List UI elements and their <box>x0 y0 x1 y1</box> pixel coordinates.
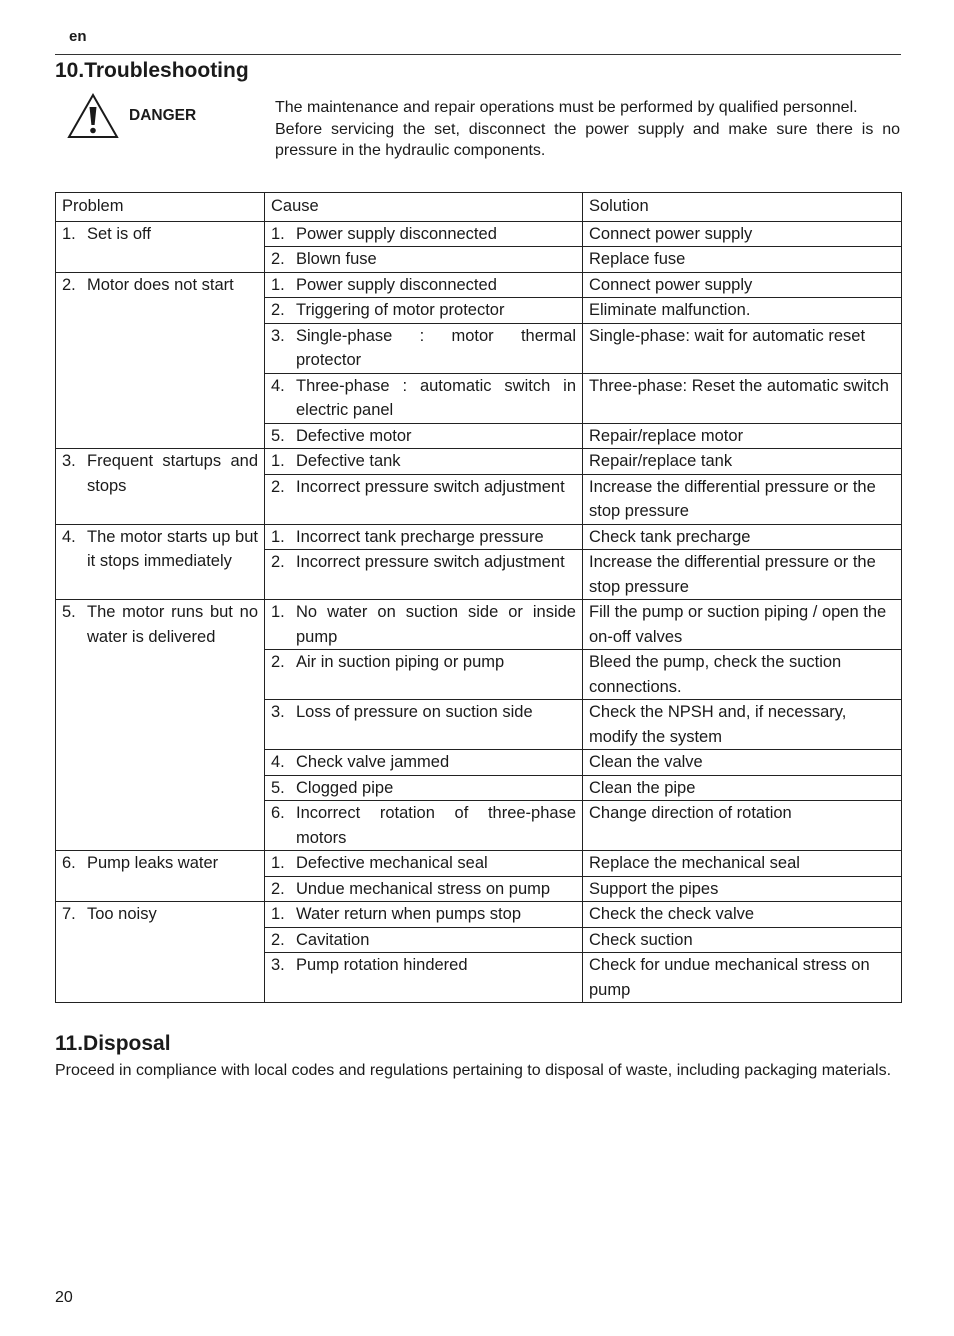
cause-item <box>271 525 576 550</box>
cause-item-number: 6. <box>271 804 285 822</box>
cause-cell <box>265 550 583 600</box>
problem-cell <box>56 449 265 525</box>
problem-cell <box>56 272 265 449</box>
danger-notice <box>275 97 900 162</box>
page-number: 20 <box>55 1289 73 1306</box>
cause-item <box>271 475 576 500</box>
problem-item <box>62 222 258 247</box>
solution-cell: Repair/replace motor <box>583 423 902 449</box>
cause-item-text: Pump rotation hindered <box>296 956 468 974</box>
cause-item-number: 1. <box>271 275 285 294</box>
problem-item <box>62 449 258 498</box>
cause-item <box>271 953 576 978</box>
cause-item-number: 2. <box>271 553 285 571</box>
cause-item-text: Defective mechanical seal <box>296 854 488 872</box>
table-row <box>56 600 902 650</box>
column-header-problem: Problem <box>56 193 265 222</box>
problem-item <box>62 525 258 574</box>
table-row <box>56 851 902 877</box>
cause-item <box>271 273 576 298</box>
problem-item-number: 2. <box>62 275 76 294</box>
disposal-heading: 11.Disposal <box>55 1032 171 1055</box>
problem-item-text: Set is off <box>87 224 151 243</box>
problem-item <box>62 902 258 927</box>
problem-cell <box>56 902 265 1003</box>
cause-item-number: 1. <box>271 527 285 546</box>
cause-cell <box>265 298 583 324</box>
cause-item <box>271 877 576 902</box>
troubleshooting-table-body <box>56 221 902 1003</box>
problem-item-text: Motor does not start <box>87 275 234 294</box>
cause-cell <box>265 524 583 550</box>
cause-cell <box>265 272 583 298</box>
problem-item <box>62 851 258 876</box>
cause-item-number: 1. <box>271 603 285 621</box>
cause-item-text: Clogged pipe <box>296 778 394 797</box>
cause-item <box>271 776 576 801</box>
cause-cell <box>265 927 583 953</box>
cause-item-number: 4. <box>271 753 285 771</box>
cause-item-text: Incorrect pressure switch adjustment <box>296 477 565 496</box>
cause-item <box>271 700 576 725</box>
cause-item-text: Defective motor <box>296 426 412 445</box>
solution-cell: Increase the differential pressure or the stop pressure <box>583 550 902 600</box>
cause-item-text: Loss of pressure on suction side <box>296 703 533 721</box>
solution-cell: Connect power supply <box>583 221 902 247</box>
cause-item <box>271 374 576 423</box>
problem-item-number: 4. <box>62 527 76 546</box>
solution-cell: Increase the differential pressure or the stop pressure <box>583 474 902 524</box>
problem-item-number: 6. <box>62 854 76 872</box>
cause-item-number: 2. <box>271 250 285 268</box>
cause-item <box>271 298 576 323</box>
cause-cell <box>265 953 583 1003</box>
cause-item-text: Incorrect rotation of three-phase motors <box>296 804 576 847</box>
cause-item <box>271 449 576 474</box>
cause-cell <box>265 902 583 928</box>
solution-cell: Check for undue mechanical stress on pump <box>583 953 902 1003</box>
table-row <box>56 449 902 475</box>
troubleshooting-heading: 10.Troubleshooting <box>55 59 249 82</box>
cause-cell <box>265 700 583 750</box>
danger-label: DANGER <box>129 107 197 124</box>
cause-item <box>271 424 576 449</box>
cause-item-number: 2. <box>271 301 285 319</box>
cause-item <box>271 222 576 247</box>
cause-item <box>271 247 576 272</box>
disposal-text: Proceed in compliance with local codes and regulations pertaining to disposal of waste, including packaging materials. <box>55 1062 892 1079</box>
cause-item <box>271 902 576 927</box>
solution-cell: Check the check valve <box>583 902 902 928</box>
solution-cell: Connect power supply <box>583 272 902 298</box>
table-header-row <box>56 193 902 222</box>
solution-cell: Three-phase: Reset the automatic switch <box>583 373 902 423</box>
solution-cell: Clean the valve <box>583 750 902 776</box>
cause-item-number: 2. <box>271 930 285 949</box>
cause-cell <box>265 221 583 247</box>
cause-item-text: Triggering of motor protector <box>296 301 505 319</box>
cause-item-text: Air in suction piping or pump <box>296 653 505 671</box>
cause-cell <box>265 474 583 524</box>
cause-item <box>271 851 576 876</box>
cause-item-text: Blown fuse <box>296 250 377 268</box>
cause-item-number: 5. <box>271 426 285 445</box>
problem-cell <box>56 600 265 851</box>
problem-item-text: Frequent startups and stops <box>87 452 258 495</box>
solution-cell: Check the NPSH and, if necessary, modify the system <box>583 700 902 750</box>
cause-item-number: 2. <box>271 879 285 898</box>
cause-item <box>271 928 576 953</box>
cause-item <box>271 801 576 850</box>
cause-cell <box>265 650 583 700</box>
danger-text-qualified: The maintenance and repair operations must be performed by qualified personnel. <box>275 99 858 116</box>
problem-item-text: The motor starts up but it stops immediately <box>87 527 258 570</box>
cause-item-text: Incorrect tank precharge pressure <box>296 527 544 546</box>
cause-item <box>271 324 576 373</box>
cause-cell <box>265 323 583 373</box>
problem-item-text: Pump leaks water <box>87 854 219 872</box>
cause-item-number: 4. <box>271 376 285 395</box>
solution-cell: Bleed the pump, check the suction connections. <box>583 650 902 700</box>
problem-item <box>62 273 258 298</box>
cause-item-number: 1. <box>271 452 285 470</box>
troubleshooting-table <box>55 192 902 1003</box>
problem-cell <box>56 851 265 902</box>
cause-cell <box>265 247 583 273</box>
cause-item-text: Undue mechanical stress on pump <box>296 879 551 898</box>
cause-item-number: 1. <box>271 224 285 243</box>
cause-item-number: 2. <box>271 653 285 671</box>
cause-item-text: Water return when pumps stop <box>296 905 521 923</box>
cause-item-text: Cavitation <box>296 930 370 949</box>
table-row <box>56 902 902 928</box>
cause-cell <box>265 851 583 877</box>
cause-item-number: 2. <box>271 477 285 496</box>
cause-item-text: Incorrect pressure switch adjustment <box>296 553 565 571</box>
table-row <box>56 221 902 247</box>
table-row <box>56 524 902 550</box>
cause-item-text: Check valve jammed <box>296 753 450 771</box>
cause-item <box>271 600 576 649</box>
cause-cell <box>265 775 583 801</box>
language-code: en <box>69 28 87 45</box>
problem-item-number: 5. <box>62 603 76 621</box>
column-header-cause: Cause <box>265 193 583 222</box>
cause-item-text: Power supply disconnected <box>296 275 497 294</box>
cause-item-text: Single-phase : motor thermal protector <box>296 326 576 369</box>
cause-cell <box>265 423 583 449</box>
problem-item-number: 7. <box>62 905 76 923</box>
solution-cell: Check tank precharge <box>583 524 902 550</box>
cause-item <box>271 550 576 575</box>
cause-item <box>271 750 576 775</box>
problem-item-number: 1. <box>62 224 76 243</box>
solution-cell: Fill the pump or suction piping / open the on-off valves <box>583 600 902 650</box>
cause-cell <box>265 449 583 475</box>
problem-item <box>62 600 258 649</box>
warning-triangle-icon <box>66 92 120 140</box>
solution-cell: Support the pipes <box>583 876 902 902</box>
cause-item-number: 5. <box>271 778 285 797</box>
header-rule <box>55 54 901 55</box>
cause-cell <box>265 876 583 902</box>
cause-item-number: 3. <box>271 703 285 721</box>
solution-cell: Eliminate malfunction. <box>583 298 902 324</box>
table-row <box>56 272 902 298</box>
solution-cell: Replace fuse <box>583 247 902 273</box>
problem-item-text: The motor runs but no water is delivered <box>87 603 258 646</box>
cause-item-number: 3. <box>271 326 285 345</box>
cause-cell <box>265 600 583 650</box>
solution-cell: Clean the pipe <box>583 775 902 801</box>
cause-item <box>271 650 576 675</box>
cause-item-number: 3. <box>271 956 285 974</box>
solution-cell: Check suction <box>583 927 902 953</box>
cause-cell <box>265 750 583 776</box>
cause-cell <box>265 373 583 423</box>
solution-cell: Repair/replace tank <box>583 449 902 475</box>
solution-cell: Change direction of rotation <box>583 801 902 851</box>
cause-cell <box>265 801 583 851</box>
cause-item-text: No water on suction side or inside pump <box>296 603 576 646</box>
cause-item-number: 1. <box>271 905 285 923</box>
problem-cell <box>56 221 265 272</box>
cause-item-text: Defective tank <box>296 452 401 470</box>
problem-item-text: Too noisy <box>87 905 157 923</box>
solution-cell: Replace the mechanical seal <box>583 851 902 877</box>
problem-item-number: 3. <box>62 452 76 470</box>
cause-item-text: Three-phase : automatic switch in electric panel <box>296 376 576 419</box>
danger-text-disconnect: Before servicing the set, disconnect the power supply and make sure there is no pressure in the hydraulic components. <box>275 120 900 159</box>
column-header-solution: Solution <box>583 193 902 222</box>
problem-cell <box>56 524 265 600</box>
cause-item-text: Power supply disconnected <box>296 224 497 243</box>
cause-item-number: 1. <box>271 854 285 872</box>
solution-cell: Single-phase: wait for automatic reset <box>583 323 902 373</box>
